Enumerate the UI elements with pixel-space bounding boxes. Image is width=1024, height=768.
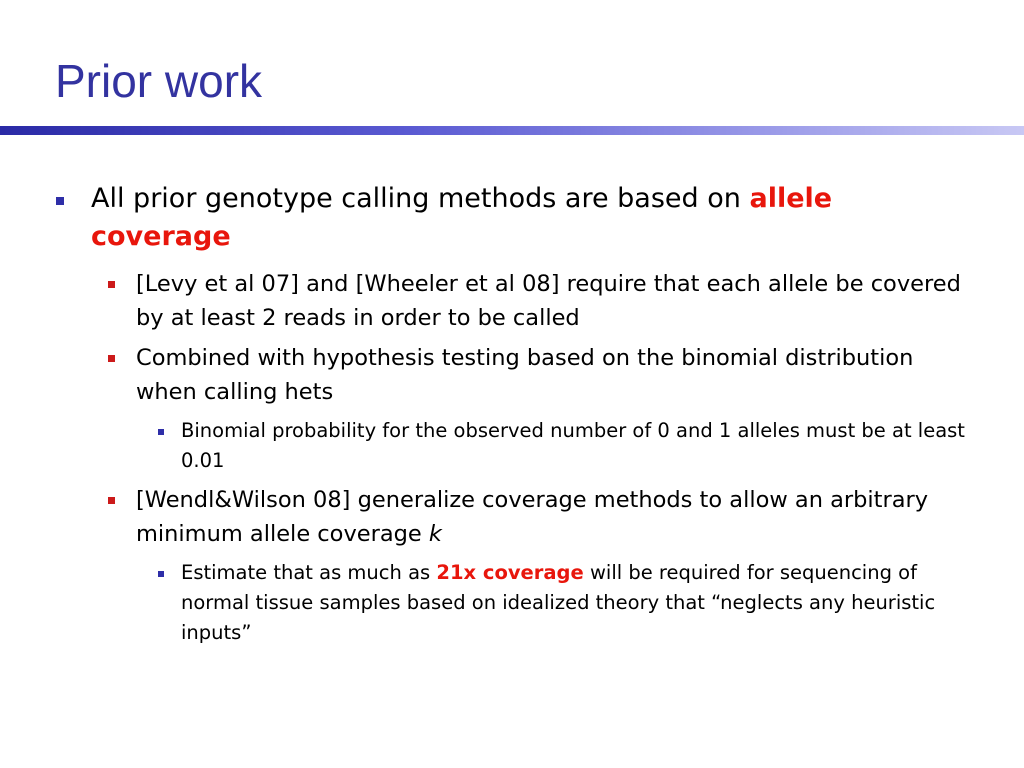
bullet-text: [136, 483, 968, 551]
bullet-text-main: [Wendl&Wilson 08] generalize coverage methods to allow an arbitrary minimum allele coverage: [136, 487, 929, 547]
bullet-text-rest: will be required for sequencing of normal tissue samples based on idealized theory that “neglects any heuristic inputs”: [181, 561, 936, 644]
bullet-text: [91, 180, 956, 256]
title-divider: [0, 126, 1024, 135]
bullet-text-main: All prior genotype calling methods are based on: [91, 183, 750, 214]
variable-k: k: [428, 521, 442, 547]
bullet-level2: [108, 267, 968, 335]
bullet-level3: [158, 558, 968, 648]
slide-title: Prior work: [55, 55, 263, 107]
bullet-text: [Levy et al 07] and [Wheeler et al 08] require that each allele be covered by at least 2 reads in order to be called: [136, 271, 961, 331]
square-bullet-icon: [108, 497, 115, 504]
bullet-text: Combined with hypothesis testing based on the binomial distribution when calling hets: [136, 345, 914, 405]
bullet-level1: [56, 180, 956, 256]
bullet-text: [181, 558, 968, 648]
square-bullet-icon: [158, 571, 164, 577]
bullet-level2: [108, 341, 968, 409]
square-bullet-icon: [56, 197, 64, 205]
bullet-text: Binomial probability for the observed number of 0 and 1 alleles must be at least 0.01: [181, 419, 965, 472]
square-bullet-icon: [108, 281, 115, 288]
emphasis-text: allele coverage: [91, 183, 833, 252]
square-bullet-icon: [158, 429, 164, 435]
bullet-level3: [158, 416, 968, 476]
bullet-text-main: Estimate that as much as: [181, 561, 437, 584]
bullet-level2: [108, 483, 968, 551]
square-bullet-icon: [108, 355, 115, 362]
emphasis-text: 21x coverage: [436, 561, 584, 584]
